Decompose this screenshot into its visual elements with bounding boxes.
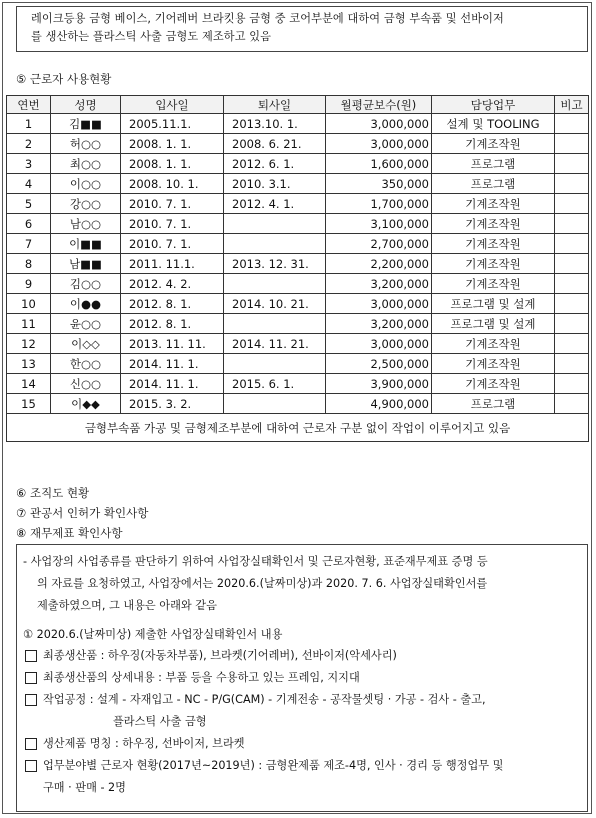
cell-name: 윤○○	[51, 314, 121, 334]
cell-leave-date	[224, 354, 326, 374]
checkbox-square-icon	[25, 760, 37, 772]
cell-no: 6	[7, 214, 51, 234]
cell-note	[555, 194, 589, 214]
cell-hire-date: 2010. 7. 1.	[121, 214, 224, 234]
cell-name: 남○○	[51, 214, 121, 234]
table-row	[7, 334, 589, 354]
cell-leave-date: 2014. 11. 21.	[224, 334, 326, 354]
cell-duty: 기계조작원	[432, 214, 555, 234]
top-note-line2: 를 생산하는 플라스틱 사출 금형도 제조하고 있음	[31, 30, 272, 43]
cell-no: 14	[7, 374, 51, 394]
top-note-line1: 레이크등용 금형 베이스, 기어레버 브라킷용 금형 중 코어부분에 대하여 금형 부속품 및 선바이저	[31, 12, 504, 25]
col-header-duty: 담당업무	[432, 96, 555, 114]
cell-duty: 기계조작원	[432, 374, 555, 394]
checklist-item-line1: 작업공정 : 설계 - 자재입고 - NC - P/G(CAM) - 기계전송 - 공작물셋팅 · 가공 - 검사 - 출고,	[43, 693, 486, 706]
cell-name: 이■■	[51, 234, 121, 254]
checklist-item-line1: 최종생산품의 상세내용 : 부품 등을 수용하고 있는 프레임, 지지대	[43, 671, 360, 684]
table-row	[7, 114, 589, 134]
cell-name: 허○○	[51, 134, 121, 154]
table-header-row	[7, 96, 589, 114]
cell-note	[555, 134, 589, 154]
cell-name: 한○○	[51, 354, 121, 374]
section8-title: ⑧ 재무제표 확인사항	[16, 526, 123, 540]
cell-leave-date: 2012. 6. 1.	[224, 154, 326, 174]
table-row	[7, 374, 589, 394]
cell-hire-date: 2014. 11. 1.	[121, 374, 224, 394]
cell-hire-date: 2012. 8. 1.	[121, 294, 224, 314]
section5-title: ⑤ 근로자 사용현황	[16, 72, 112, 86]
cell-monthly-pay: 2,200,000	[326, 254, 432, 274]
checklist-item	[23, 689, 577, 733]
table-row	[7, 134, 589, 154]
section6-title: ⑥ 조직도 현황	[16, 486, 90, 500]
cell-no: 13	[7, 354, 51, 374]
cell-duty: 기계조작원	[432, 134, 555, 154]
bottom-box	[16, 544, 588, 812]
cell-name: 김○○	[51, 274, 121, 294]
cell-leave-date	[224, 314, 326, 334]
cell-no: 12	[7, 334, 51, 354]
cell-monthly-pay: 3,100,000	[326, 214, 432, 234]
cell-no: 9	[7, 274, 51, 294]
checklist-item-text	[43, 689, 577, 733]
col-header-note: 비고	[555, 96, 589, 114]
cell-name: 이◆◆	[51, 394, 121, 414]
cell-monthly-pay: 3,900,000	[326, 374, 432, 394]
cell-note	[555, 214, 589, 234]
checklist-item-text	[43, 755, 577, 799]
checklist-item-text	[43, 667, 577, 689]
cell-note	[555, 294, 589, 314]
col-header-hire: 입사일	[121, 96, 224, 114]
intro-line3: 제출하였으며, 그 내용은 아래와 같음	[37, 599, 217, 612]
cell-hire-date: 2008. 10. 1.	[121, 174, 224, 194]
table-row	[7, 234, 589, 254]
cell-hire-date: 2010. 7. 1.	[121, 194, 224, 214]
checklist-item	[23, 645, 577, 667]
table-row	[7, 354, 589, 374]
cell-duty: 기계조작원	[432, 274, 555, 294]
cell-name: 신○○	[51, 374, 121, 394]
cell-leave-date: 2013. 12. 31.	[224, 254, 326, 274]
checklist-item-line2: 구매 · 판매 - 2명	[43, 781, 126, 794]
cell-leave-date	[224, 234, 326, 254]
cell-note	[555, 254, 589, 274]
cell-monthly-pay: 1,700,000	[326, 194, 432, 214]
cell-note	[555, 314, 589, 334]
cell-monthly-pay: 350,000	[326, 174, 432, 194]
checklist-item-text	[43, 733, 577, 755]
cell-monthly-pay: 3,200,000	[326, 314, 432, 334]
table-row	[7, 154, 589, 174]
table-footer-note: 금형부속품 가공 및 금형제조부분에 대하여 근로자 구분 없이 작업이 이루어지고 있음	[7, 414, 589, 442]
col-header-no: 연번	[7, 96, 51, 114]
cell-leave-date	[224, 274, 326, 294]
employee-table	[6, 95, 589, 442]
cell-no: 7	[7, 234, 51, 254]
cell-note	[555, 394, 589, 414]
cell-monthly-pay: 2,700,000	[326, 234, 432, 254]
top-note-box	[16, 6, 588, 52]
sub-title: ① 2020.6.(날짜미상) 제출한 사업장실태확인서 내용	[23, 628, 283, 641]
cell-monthly-pay: 2,500,000	[326, 354, 432, 374]
section7-title: ⑦ 관공서 인허가 확인사항	[16, 506, 149, 520]
cell-monthly-pay: 3,200,000	[326, 274, 432, 294]
cell-hire-date: 2008. 1. 1.	[121, 154, 224, 174]
cell-leave-date: 2010. 3.1.	[224, 174, 326, 194]
cell-duty: 프로그램	[432, 394, 555, 414]
checklist-item	[23, 755, 577, 799]
table-row	[7, 314, 589, 334]
cell-leave-date	[224, 394, 326, 414]
cell-duty: 프로그램	[432, 174, 555, 194]
checklist-item-line1: 최종생산품 : 하우징(자동차부품), 브라켓(기어레버), 선바이저(악세사리)	[43, 649, 397, 662]
table-row	[7, 294, 589, 314]
cell-hire-date: 2011. 11.1.	[121, 254, 224, 274]
cell-no: 11	[7, 314, 51, 334]
cell-no: 8	[7, 254, 51, 274]
cell-monthly-pay: 3,000,000	[326, 294, 432, 314]
cell-name: 이●●	[51, 294, 121, 314]
cell-leave-date: 2008. 6. 21.	[224, 134, 326, 154]
checklist-item-text	[43, 645, 577, 667]
checkbox-square-icon	[25, 650, 37, 662]
cell-hire-date: 2012. 8. 1.	[121, 314, 224, 334]
col-header-leave: 퇴사일	[224, 96, 326, 114]
cell-note	[555, 174, 589, 194]
cell-duty: 설계 및 TOOLING	[432, 114, 555, 134]
intro-line1: - 사업장의 사업종류를 판단하기 위하여 사업장실태확인서 및 근로자현황, 표준재무제표 증명 등	[23, 555, 488, 568]
cell-note	[555, 154, 589, 174]
cell-duty: 프로그램 및 설계	[432, 314, 555, 334]
cell-no: 2	[7, 134, 51, 154]
cell-note	[555, 274, 589, 294]
cell-leave-date	[224, 214, 326, 234]
cell-duty: 프로그램	[432, 154, 555, 174]
checklist-item	[23, 733, 577, 755]
cell-monthly-pay: 4,900,000	[326, 394, 432, 414]
table-row	[7, 214, 589, 234]
cell-monthly-pay: 1,600,000	[326, 154, 432, 174]
cell-note	[555, 374, 589, 394]
cell-note	[555, 334, 589, 354]
cell-monthly-pay: 3,000,000	[326, 334, 432, 354]
intro-line2: 의 자료를 요청하였고, 사업장에서는 2020.6.(날짜미상)과 2020. 7. 6. 사업장실태확인서를	[37, 577, 488, 590]
cell-duty: 기계조작원	[432, 194, 555, 214]
cell-name: 강○○	[51, 194, 121, 214]
cell-name: 남■■	[51, 254, 121, 274]
cell-no: 3	[7, 154, 51, 174]
cell-name: 이◇◇	[51, 334, 121, 354]
table-row	[7, 274, 589, 294]
cell-note	[555, 354, 589, 374]
cell-name: 최○○	[51, 154, 121, 174]
cell-hire-date: 2012. 4. 2.	[121, 274, 224, 294]
cell-monthly-pay: 3,000,000	[326, 134, 432, 154]
col-header-name: 성명	[51, 96, 121, 114]
table-row	[7, 194, 589, 214]
checkbox-square-icon	[25, 694, 37, 706]
cell-duty: 프로그램 및 설계	[432, 294, 555, 314]
cell-no: 10	[7, 294, 51, 314]
table-row	[7, 174, 589, 194]
cell-duty: 기계조작원	[432, 234, 555, 254]
cell-leave-date: 2014. 10. 21.	[224, 294, 326, 314]
cell-leave-date: 2013.10. 1.	[224, 114, 326, 134]
checkbox-square-icon	[25, 738, 37, 750]
table-row	[7, 254, 589, 274]
cell-hire-date: 2013. 11. 11.	[121, 334, 224, 354]
checkbox-square-icon	[25, 672, 37, 684]
col-header-pay: 월평균보수(원)	[326, 96, 432, 114]
table-footer-row	[7, 414, 589, 442]
checklist-item-line1: 생산제품 명칭 : 하우징, 선바이저, 브라켓	[43, 737, 245, 750]
cell-no: 4	[7, 174, 51, 194]
cell-duty: 기계조작원	[432, 334, 555, 354]
cell-hire-date: 2010. 7. 1.	[121, 234, 224, 254]
cell-name: 김■■	[51, 114, 121, 134]
cell-note	[555, 234, 589, 254]
cell-no: 5	[7, 194, 51, 214]
cell-hire-date: 2014. 11. 1.	[121, 354, 224, 374]
checklist-item	[23, 667, 577, 689]
cell-hire-date: 2008. 1. 1.	[121, 134, 224, 154]
cell-name: 이○○	[51, 174, 121, 194]
checklist-item-line2: 플라스틱 사출 금형	[113, 715, 207, 728]
cell-no: 15	[7, 394, 51, 414]
cell-leave-date: 2015. 6. 1.	[224, 374, 326, 394]
cell-note	[555, 114, 589, 134]
cell-no: 1	[7, 114, 51, 134]
checklist-item-line1: 업무분야별 근로자 현황(2017년~2019년) : 금형완제품 제조-4명, 인사 · 경리 등 행정업무 및	[43, 759, 504, 772]
cell-hire-date: 2015. 3. 2.	[121, 394, 224, 414]
cell-hire-date: 2005.11.1.	[121, 114, 224, 134]
table-row	[7, 394, 589, 414]
cell-leave-date: 2012. 4. 1.	[224, 194, 326, 214]
cell-duty: 기계조작원	[432, 354, 555, 374]
cell-duty: 기계조작원	[432, 254, 555, 274]
cell-monthly-pay: 3,000,000	[326, 114, 432, 134]
